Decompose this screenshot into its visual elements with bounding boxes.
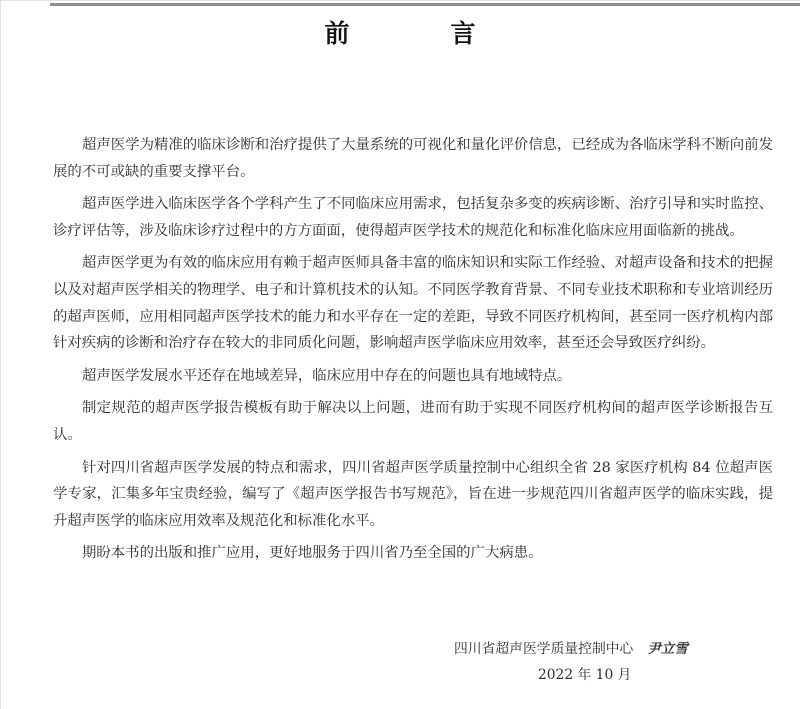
top-rule-divider <box>50 3 800 6</box>
signature-name: 尹立雪 <box>647 641 688 657</box>
paragraph-1: 超声医学为精准的临床诊断和治疗提供了大量系统的可视化和量化评价信息，已经成为各临床学科不断向前发展的不可或缺的重要支撑平台。 <box>53 137 773 180</box>
preface-title: 前 言 <box>324 19 514 48</box>
paragraph-2: 超声医学进入临床医学各个学科产生了不同临床应用需求，包括复杂多变的疾病诊断、治疗引导和实时监控、诊疗评估等，涉及临床诊疗过程中的方方面面，使得超声医学技术的规范化和标准化临床应用面临新的挑战。 <box>53 196 773 239</box>
paragraph-4: 超声医学发展水平还存在地域差异，临床应用中存在的问题也具有地域特点。 <box>82 367 572 384</box>
paragraph-3: 超声医学更为有效的临床应用有赖于超声医师具备丰富的临床知识和实际工作经验、对超声设备和技术的把握以及对超声医学相关的物理学、电子和计算机技术的认知。不同医学教育背景、不同专业技术职称和专业培训经历的超声医师，应用相同超声医学技术的能力和水平存在一定的差距，导致不同医疗机构间，甚至同一医疗机构内部针对疾病的诊断和治疗存在较大的非同质化问题，影响超声医学临床应用效率，甚至还会导致医疗纠纷。 <box>53 255 773 352</box>
preface-body <box>53 132 773 567</box>
signature-organization: 四川省超声医学质量控制中心 <box>454 641 634 657</box>
paragraph-7: 期盼本书的出版和推广应用，更好地服务于四川省乃至全国的广大病患。 <box>82 545 543 562</box>
paragraph-6: 针对四川省超声医学发展的特点和需求，四川省超声医学质量控制中心组织全省 28 家医疗机构 84 位超声医学专家，汇集多年宝贵经验，编写了《超声医学报告书写规范》，旨在进一步规范四川省超声医学的临床实践，提升超声医学的临床应用效率及规范化和标准化水平。 <box>53 459 773 529</box>
signature-date: 2022 年 10 月 <box>538 667 632 683</box>
paragraph-5: 制定规范的超声医学报告模板有助于解决以上问题，进而有助于实现不同医疗机构间的超声医学诊断报告互认。 <box>53 400 773 443</box>
signature-line <box>454 637 688 657</box>
